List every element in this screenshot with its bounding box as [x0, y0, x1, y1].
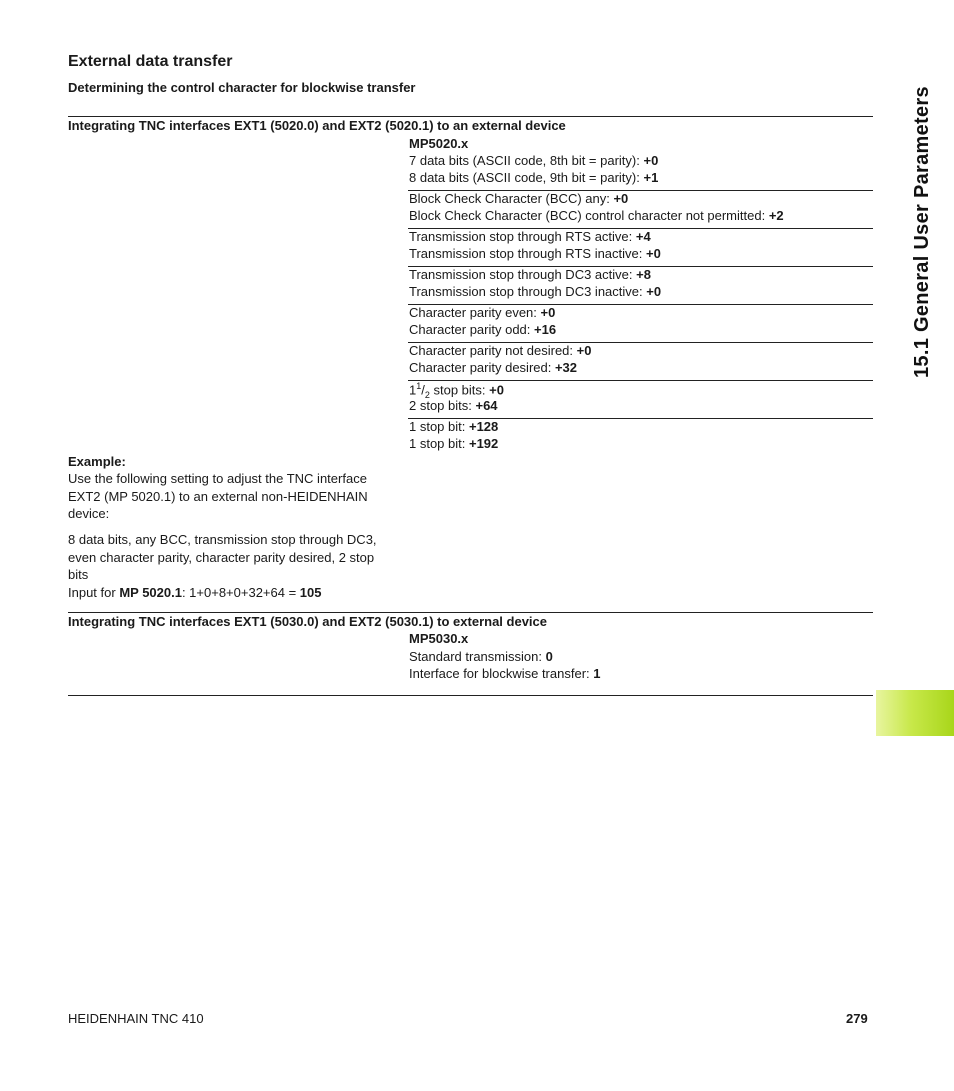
- example-paragraph: 8 data bits, any BCC, transmission stop through DC3, even character parity, character parity desired, 2 stop bits: [68, 532, 377, 583]
- section2-param: MP5030.x: [409, 631, 469, 646]
- param-line: Interface for blockwise transfer: 1: [409, 666, 601, 681]
- param-line: Character parity even: +0: [409, 305, 556, 320]
- param-line: Transmission stop through DC3 active: +8: [409, 267, 651, 282]
- param-line: Standard transmission: 0: [409, 649, 553, 664]
- chapter-side-title: 15.1 General User Parameters: [911, 86, 933, 378]
- param-line: 2 stop bits: +64: [409, 398, 498, 413]
- divider: [68, 116, 873, 117]
- param-line: Character parity not desired: +0: [409, 343, 592, 358]
- param-line: Character parity odd: +16: [409, 322, 557, 337]
- param-line: 1 stop bit: +192: [409, 436, 499, 451]
- param-line: 1 stop bit: +128: [409, 419, 499, 434]
- section2-title: Integrating TNC interfaces EXT1 (5030.0) and EXT2 (5030.1) to external device: [68, 614, 548, 629]
- param-line: Character parity desired: +32: [409, 360, 578, 375]
- param-line: $1^1/_2$ stop bits: +0: [409, 381, 504, 400]
- example-input: Input for MP 5020.1: 1+0+8+0+32+64 = 105: [68, 585, 322, 600]
- footer-product: HEIDENHAIN TNC 410: [68, 1011, 204, 1026]
- section1-title: Integrating TNC interfaces EXT1 (5020.0) and EXT2 (5020.1) to an external device: [68, 118, 566, 133]
- section-subheading: Determining the control character for blockwise transfer: [68, 80, 416, 95]
- example-paragraph: Use the following setting to adjust the TNC interface EXT2 (MP 5020.1) to an external non-HEIDENHAIN device:: [68, 471, 368, 522]
- divider: [68, 612, 873, 613]
- chapter-tab-marker: [876, 690, 954, 736]
- section-heading: External data transfer: [68, 53, 233, 70]
- section1-param: MP5020.x: [409, 136, 469, 151]
- divider: [68, 695, 873, 696]
- param-line: Transmission stop through DC3 inactive: +0: [409, 284, 662, 299]
- example-label: Example:: [68, 454, 126, 469]
- param-line: Transmission stop through RTS active: +4: [409, 229, 651, 244]
- param-line: Block Check Character (BCC) control character not permitted: +2: [409, 208, 784, 223]
- param-line: Block Check Character (BCC) any: +0: [409, 191, 629, 206]
- param-line: Transmission stop through RTS inactive: +0: [409, 246, 661, 261]
- param-line: 7 data bits (ASCII code, 8th bit = parity): +0: [409, 153, 659, 168]
- param-line: 8 data bits (ASCII code, 9th bit = parity): +1: [409, 170, 659, 185]
- page-number: 279: [846, 1011, 868, 1026]
